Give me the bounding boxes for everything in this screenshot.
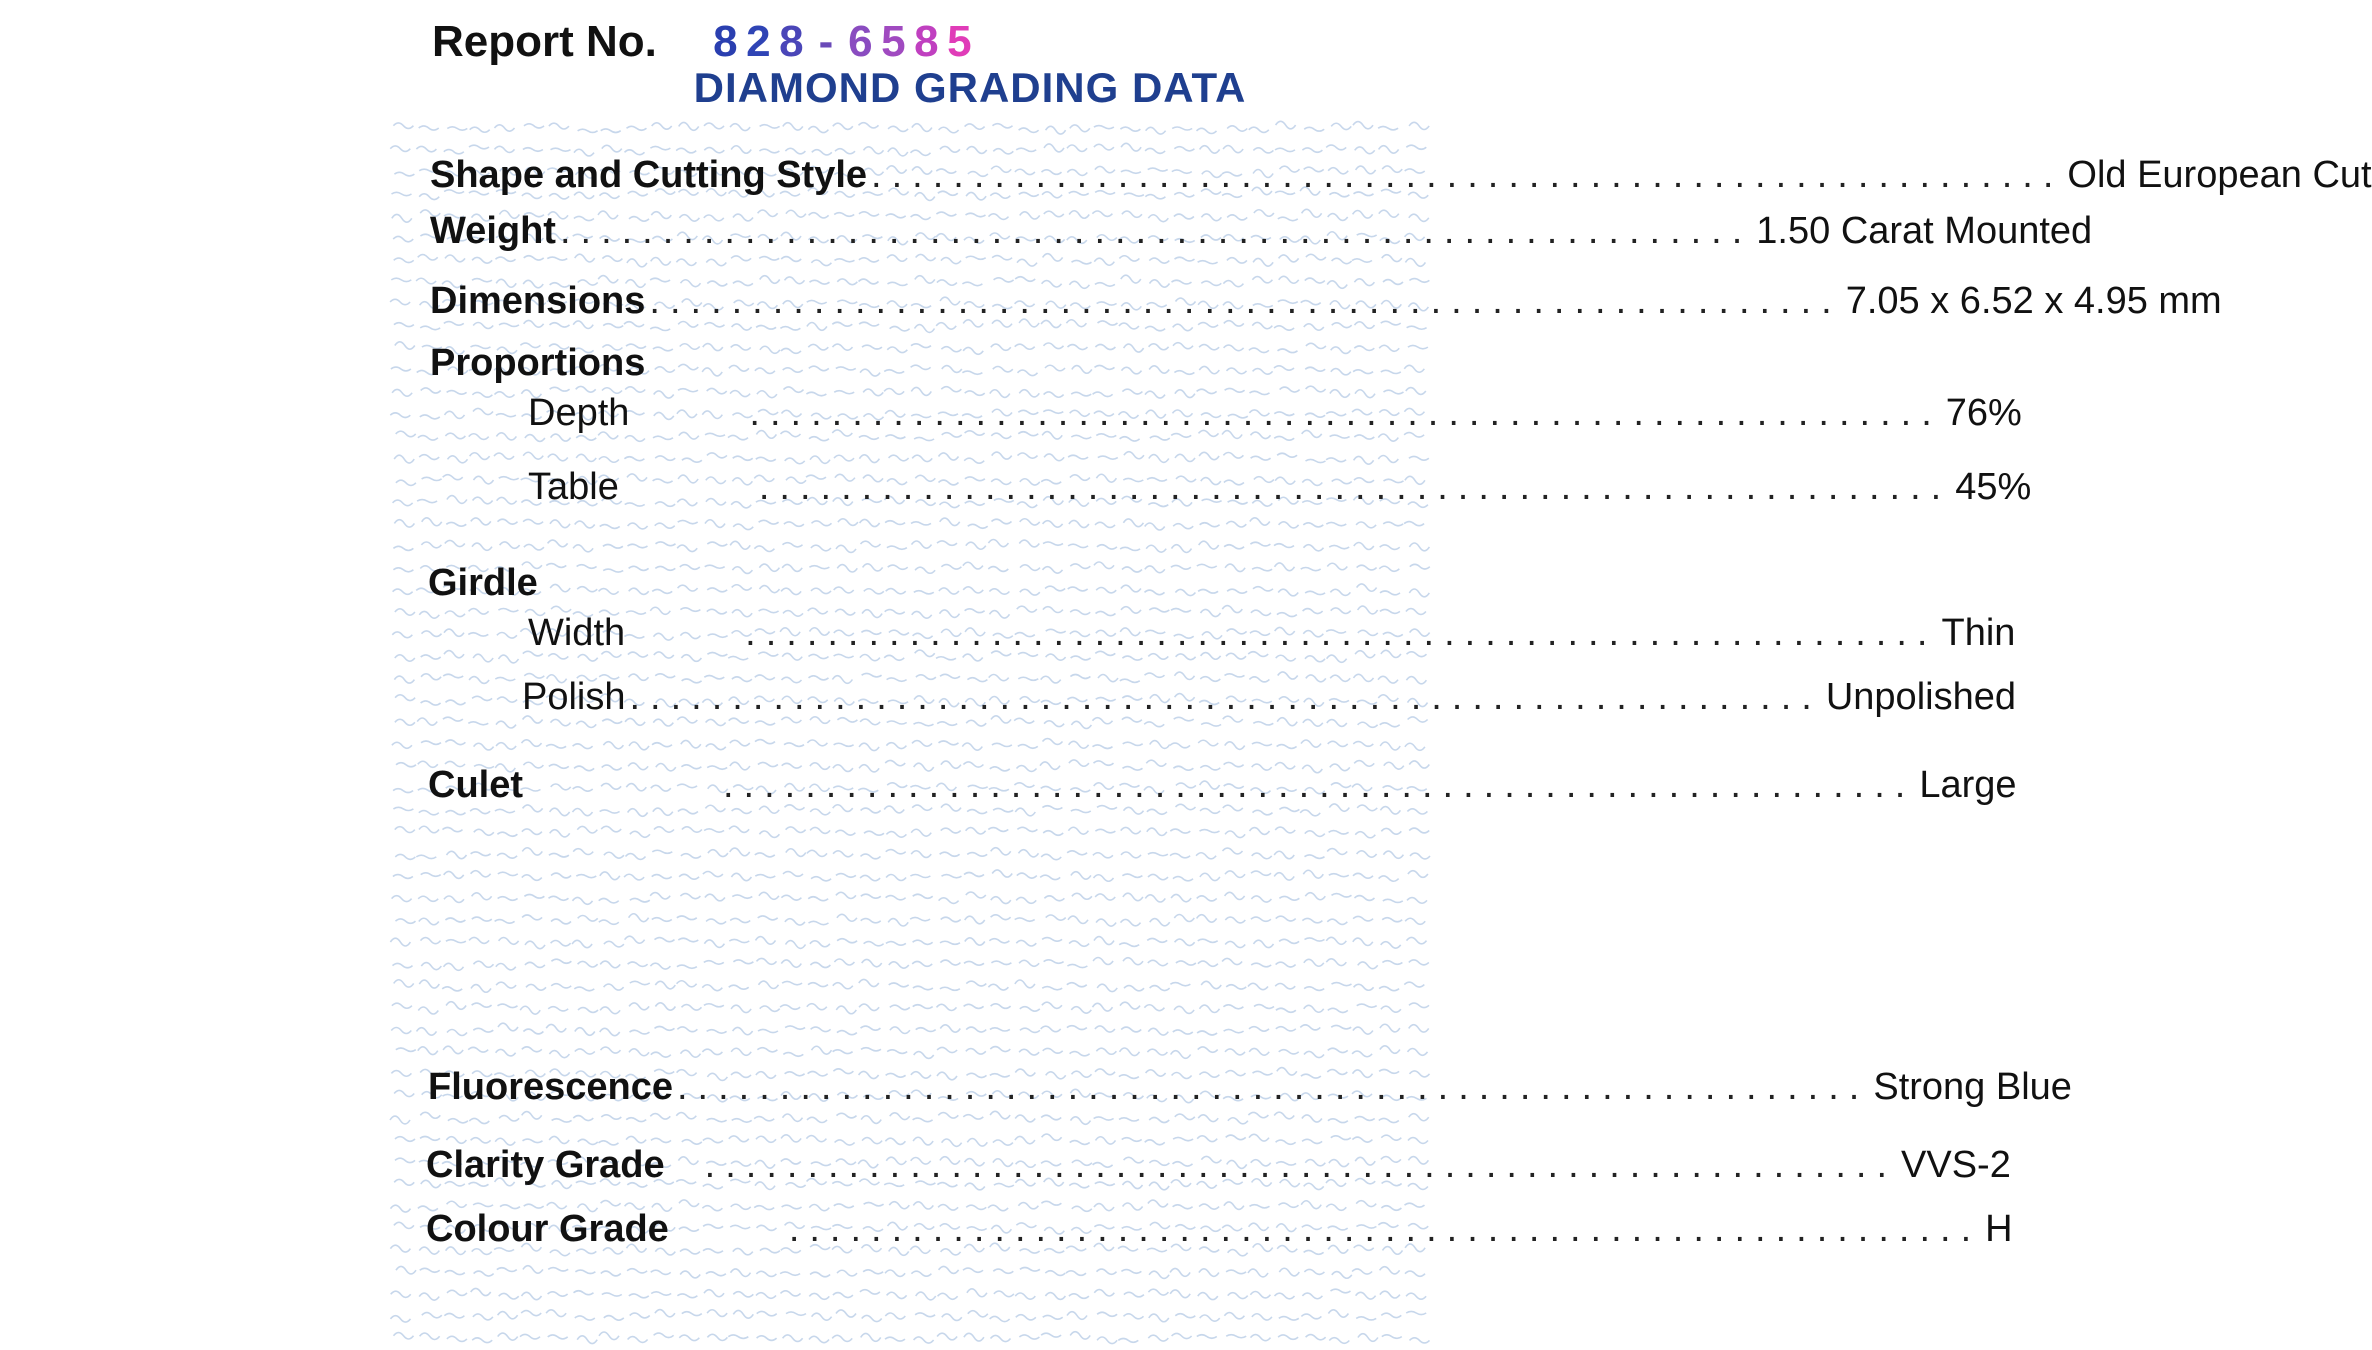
culet-value: Large (1919, 764, 2017, 806)
colour-grade-label: Colour Grade (426, 1208, 669, 1250)
table-label: Table (528, 466, 619, 508)
row-dimensions (430, 280, 2222, 323)
fluorescence-value: Strong Blue (1873, 1066, 2072, 1108)
shape-cutting-style-label: Shape and Cutting Style (430, 154, 868, 196)
weight-label: Weight (430, 210, 556, 252)
report-number-char: 6 (848, 17, 873, 66)
report-number-char: 8 (914, 17, 939, 66)
row-depth (528, 392, 2022, 435)
leader-dots: .......................................................... (745, 612, 1938, 654)
row-shape-cutting-style (430, 154, 2372, 197)
report-number-char: 5 (947, 17, 972, 66)
leader-dots: .......................................................... (749, 392, 1942, 434)
shape-cutting-style-value: Old European Cut (2067, 154, 2372, 196)
girdle-width-label: Width (528, 612, 626, 654)
depth-value: 76% (1945, 392, 2022, 434)
clarity-grade-value: VVS-2 (1901, 1144, 2011, 1186)
proportions-heading: Proportions (430, 342, 646, 384)
leader-dots: .......................................................... (871, 154, 2064, 196)
report-number-char: - (818, 17, 834, 66)
girdle-polish-value: Unpolished (1825, 676, 2016, 718)
girdle-heading: Girdle (428, 562, 538, 604)
report-header (432, 12, 976, 72)
leader-dots: .......................................................... (788, 1208, 1982, 1250)
leader-dots: .......................................................... (758, 466, 1952, 508)
fluorescence-label: Fluorescence (428, 1066, 673, 1108)
row-fluorescence (428, 1066, 2072, 1109)
girdle-width-value: Thin (1941, 612, 2016, 654)
report-number-char: 8 (779, 17, 804, 66)
clarity-grade-label: Clarity Grade (426, 1144, 665, 1186)
row-table (528, 466, 2032, 509)
grading-data-panel (390, 122, 2372, 1350)
leader-dots: .......................................................... (677, 1066, 1870, 1108)
report-number (709, 17, 976, 67)
girdle-polish-label: Polish (522, 676, 626, 718)
report-number-char: 5 (881, 17, 906, 66)
report-number-char: 2 (746, 17, 771, 66)
dimensions-value: 7.05 x 6.52 x 4.95 mm (1845, 280, 2222, 322)
leader-dots: .......................................................... (629, 676, 1822, 718)
depth-label: Depth (528, 392, 630, 434)
row-girdle-width (528, 612, 2016, 655)
row-clarity-grade (426, 1144, 2011, 1187)
dimensions-label: Dimensions (430, 280, 646, 322)
weight-value: 1.50 Carat Mounted (1756, 210, 2093, 252)
leader-dots: .......................................................... (559, 210, 1753, 252)
leader-dots: .......................................................... (704, 1144, 1897, 1186)
row-girdle-polish (522, 676, 2016, 719)
document-title: DIAMOND GRADING DATA (693, 64, 1247, 111)
table-value: 45% (1955, 466, 2032, 508)
report-number-char: 8 (713, 17, 738, 66)
row-culet (428, 764, 2017, 807)
row-weight (430, 210, 2093, 253)
leader-dots: .......................................................... (723, 764, 1916, 806)
row-colour-grade (426, 1208, 2013, 1251)
colour-grade-value: H (1985, 1208, 2013, 1250)
report-number-label: Report No. (432, 17, 657, 66)
culet-label: Culet (428, 764, 523, 806)
leader-dots: .......................................................... (649, 280, 1842, 322)
